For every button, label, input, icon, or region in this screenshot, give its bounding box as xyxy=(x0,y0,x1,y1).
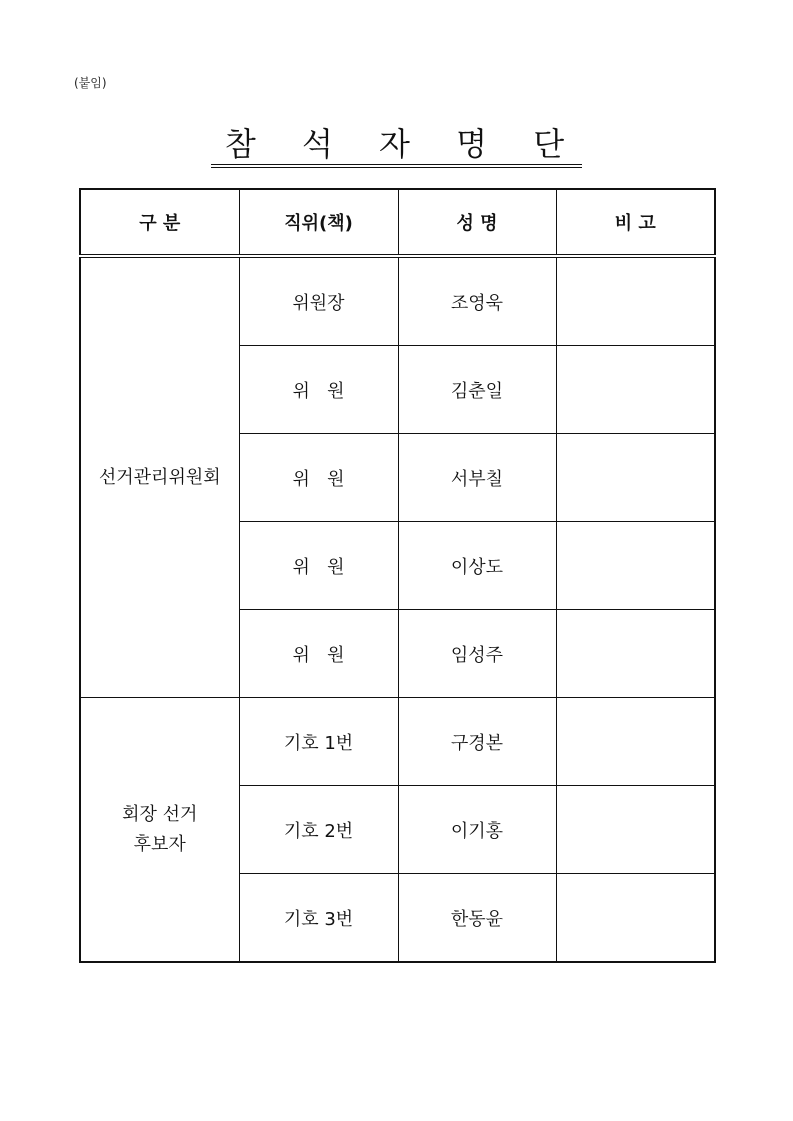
header-remarks: 비 고 xyxy=(556,189,715,256)
header-name: 성 명 xyxy=(398,189,556,256)
position-cell: 위원장 xyxy=(239,256,398,346)
table-body xyxy=(80,256,715,962)
group-label-committee: 선거관리위원회 xyxy=(80,256,239,698)
name-cell: 조영욱 xyxy=(398,256,556,346)
remarks-cell xyxy=(556,256,715,346)
name-cell: 이상도 xyxy=(398,522,556,610)
remarks-cell xyxy=(556,610,715,698)
name-cell: 임성주 xyxy=(398,610,556,698)
attachment-note: (붙임) xyxy=(74,76,107,90)
remarks-cell xyxy=(556,698,715,786)
remarks-cell xyxy=(556,434,715,522)
remarks-cell xyxy=(556,522,715,610)
position-cell: 위 원 xyxy=(239,610,398,698)
name-cell: 이기홍 xyxy=(398,786,556,874)
position-cell: 기호 1번 xyxy=(239,698,398,786)
header-category: 구 분 xyxy=(80,189,239,256)
name-cell: 한동윤 xyxy=(398,874,556,963)
position-cell: 위 원 xyxy=(239,346,398,434)
name-cell: 서부칠 xyxy=(398,434,556,522)
remarks-cell xyxy=(556,346,715,434)
position-cell: 위 원 xyxy=(239,434,398,522)
position-cell: 위 원 xyxy=(239,522,398,610)
title-wrap xyxy=(0,124,793,168)
table-header xyxy=(80,189,715,256)
name-cell: 김춘일 xyxy=(398,346,556,434)
group-label-candidates: 회장 선거 후보자 xyxy=(80,698,239,963)
position-cell: 기호 3번 xyxy=(239,874,398,963)
header-position: 직위(책) xyxy=(239,189,398,256)
table-row xyxy=(80,256,715,346)
header-row xyxy=(80,189,715,256)
table-row xyxy=(80,698,715,786)
remarks-cell xyxy=(556,874,715,963)
remarks-cell xyxy=(556,786,715,874)
position-cell: 기호 2번 xyxy=(239,786,398,874)
name-cell: 구경본 xyxy=(398,698,556,786)
document-title: 참 석 자 명 단 xyxy=(211,124,582,168)
attendee-table xyxy=(79,188,716,963)
